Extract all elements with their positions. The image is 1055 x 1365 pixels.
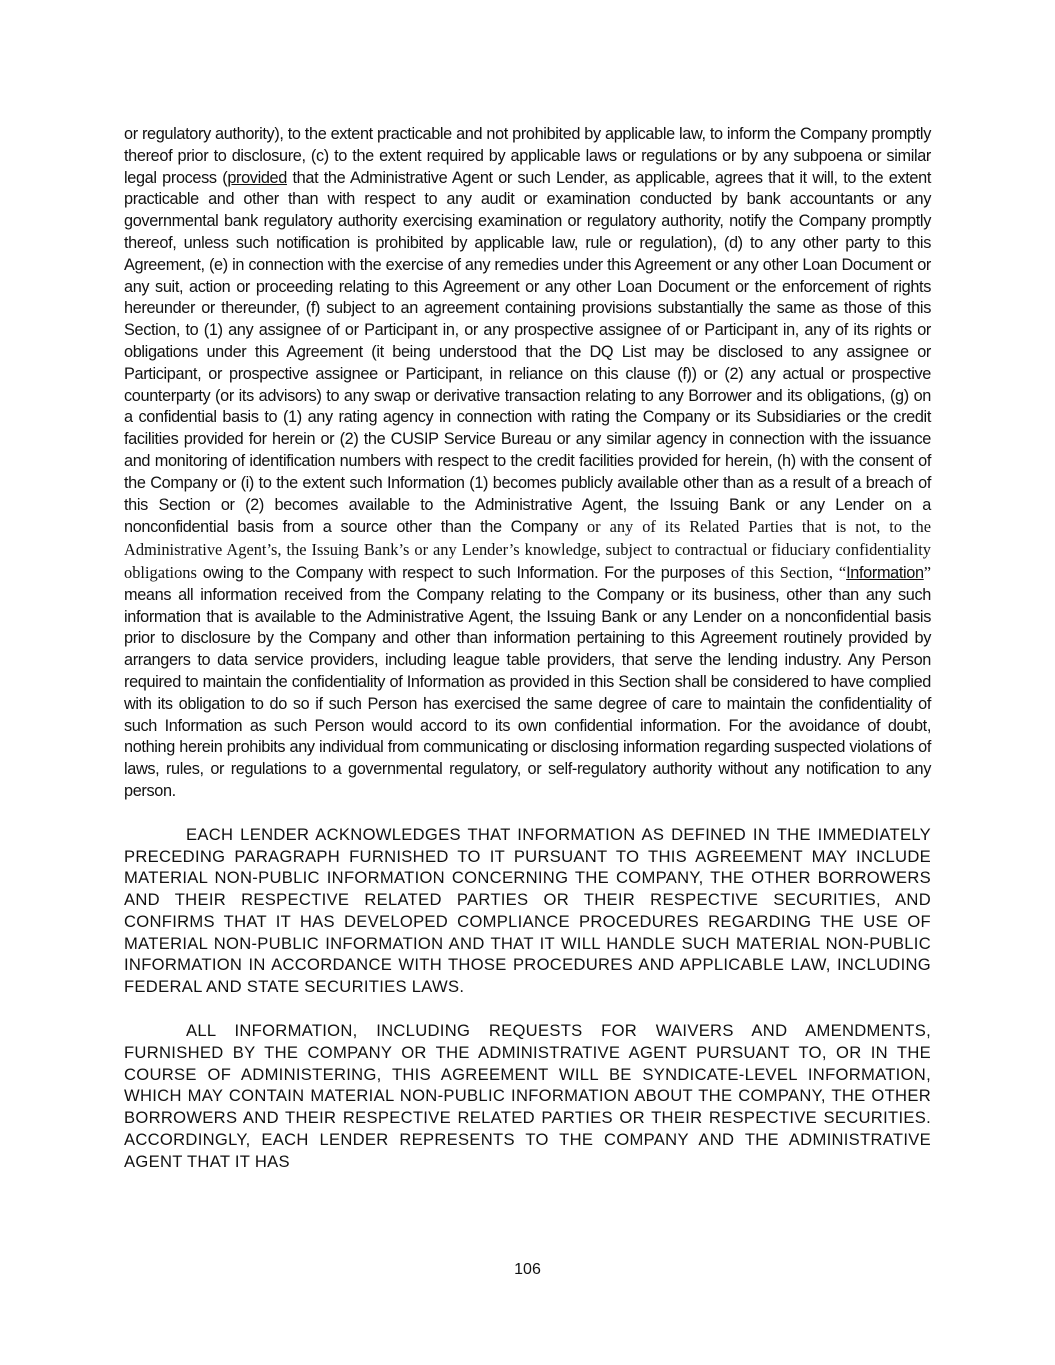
section-reference: of this Section, “ [730, 562, 847, 582]
paragraph-text-segment: means all information received from the Company relating to the Company or its business, other than any such information that is available to the Administrative Agent, the Issuing Bank or any Lender on a nonconfidential basis prior to disclosure by the Company and other than information pertaining to this Agreement routinely provided by arrangers to data service providers, including league table providers, that serve the lending industry. Any Person required to maintain the confidentiality of Information as provided in this Section shall be considered to have complied with its obligation to do so if such Person has exercised the same degree of care to maintain the confidentiality of such Information as such Person would accord to its own confidential information. For the avoidance of doubt, nothing herein prohibits any individual from communicating or disclosing information regarding suspected violations of laws, rules, or regulations to a governmental regulatory, or self-regulatory authority without any notification to any person. [124, 585, 931, 800]
page-number: 106 [514, 1261, 541, 1278]
page-body [124, 124, 931, 1173]
related-parties-clause: or any of its Related Parties that is not, to the Administrative Agent’s, the Issuing Bank’s or any Lender’s knowledge, subject to contractual or fiduciary confidentiality obligations [124, 517, 931, 582]
lender-acknowledgement-paragraph: EACH LENDER ACKNOWLEDGES THAT INFORMATION AS DEFINED IN THE IMMEDIATELY PRECEDING PARAGRAPH FURNISHED TO IT PURSUANT TO THIS AGREEMENT MAY INCLUDE MATERIAL NON-PUBLIC INFORMATION CONCERNING THE COMPANY, THE OTHER BORROWERS AND THEIR RESPECTIVE RELATED PARTIES OR THEIR RESPECTIVE SECURITIES, AND CONFIRMS THAT IT HAS DEVELOPED COMPLIANCE PROCEDURES REGARDING THE USE OF MATERIAL NON-PUBLIC INFORMATION AND THAT IT WILL HANDLE SUCH MATERIAL NON-PUBLIC INFORMATION IN ACCORDANCE WITH THOSE PROCEDURES AND APPLICABLE LAW, INCLUDING FEDERAL AND STATE SECURITIES LAWS. [124, 824, 931, 997]
paragraph-text-segment: that the Administrative Agent or such Lender, as applicable, agrees that it will, to the extent practicable and other than with respect to any audit or examination conducted by bank accountants or any governmental bank regulatory authority exercising examination or regulatory authority, notify the Company promptly thereof, unless such notification is prohibited by applicable law, rule or regulation), (d) to any other party to this Agreement, (e) in connection with the exercise of any remedies under this Agreement or any other Loan Document or any suit, action or proceeding relating to this Agreement or any other Loan Document or the enforcement of rights hereunder or thereunder, (f) subject to an agreement containing provisions substantially the same as those of this Section, to (1) any assignee of or Participant in, or any prospective assignee of or Participant in, any of its rights or obligations under this Agreement (it being understood that the DQ List may be disclosed to any assignee or Participant, or prospective assignee or Participant, in reliance on this clause (f)) or (2) any actual or prospective counterparty (or its advisors) to any swap or derivative transaction relating to any Borrower and its obligations, (g) on a confidential basis to (1) any rating agency in connection with rating the Company or its Subsidiaries or the credit facilities provided for herein or (2) the CUSIP Service Bureau or any similar agency in connection with the issuance and monitoring of identification numbers with respect to the credit facilities provided for herein, (h) with the consent of the Company or (i) to the extent such Information (1) becomes publicly available other than as a result of a breach of this Section or (2) becomes available to the Administrative Agent, the Issuing Bank or any Lender on a nonconfidential basis from a source other than the Company [124, 168, 931, 537]
information-defined-term: Information [846, 563, 924, 582]
syndicate-level-information-paragraph: ALL INFORMATION, INCLUDING REQUESTS FOR WAIVERS AND AMENDMENTS, FURNISHED BY THE COMPANY OR THE ADMINISTRATIVE AGENT PURSUANT TO, OR IN THE COURSE OF ADMINISTERING, THIS AGREEMENT WILL BE SYNDICATE-LEVEL INFORMATION, WHICH MAY CONTAIN MATERIAL NON-PUBLIC INFORMATION ABOUT THE COMPANY, THE OTHER BORROWERS AND THEIR RESPECTIVE RELATED PARTIES OR THEIR RESPECTIVE SECURITIES. ACCORDINGLY, EACH LENDER REPRESENTS TO THE COMPANY AND THE ADMINISTRATIVE AGENT THAT IT HAS [124, 1021, 931, 1171]
provided-term: provided [227, 168, 287, 187]
confidentiality-paragraph [124, 124, 931, 803]
paragraph-text-segment: or regulatory authority), to the extent practicable and not prohibited by applicable law, to inform the Company promptly thereof prior to disclosure, (c) to the extent required by applicable laws or regulations or by any subpoena or similar legal process ( [124, 125, 931, 187]
paragraph-text-segment: owing to the Company with respect to such Information. For the purposes [196, 563, 731, 582]
closing-quote: ” [923, 562, 931, 582]
